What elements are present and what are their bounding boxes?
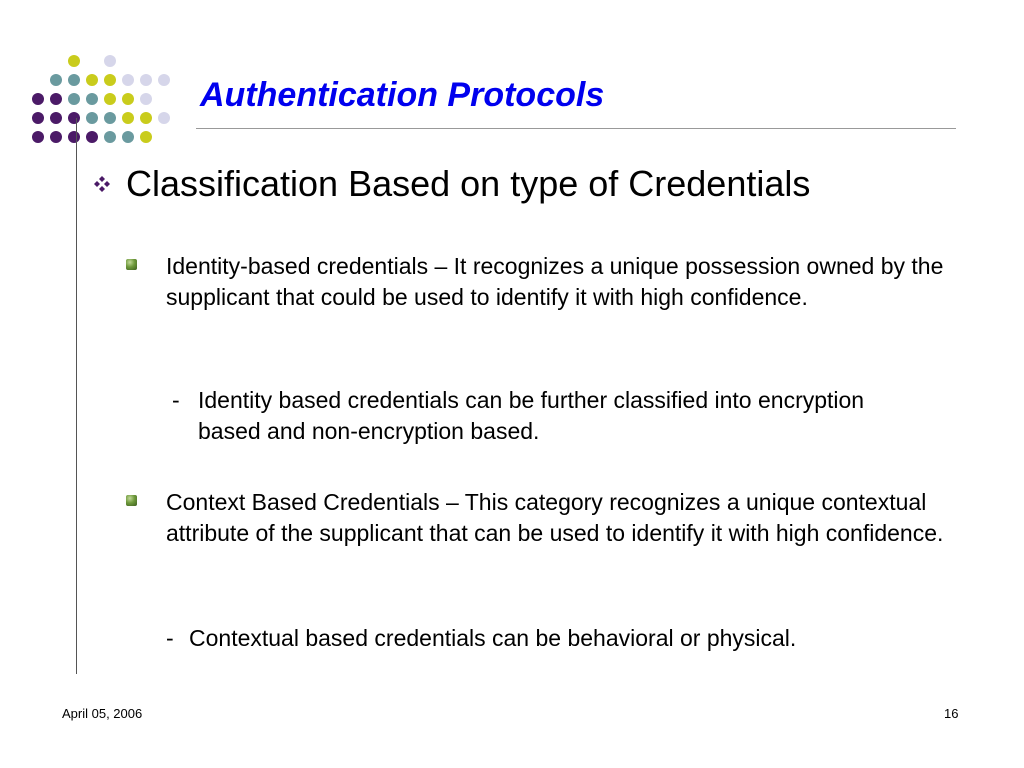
green-square-bullet-icon — [126, 495, 137, 506]
decorative-dot-grid — [0, 0, 180, 150]
note-dash: - — [172, 387, 180, 413]
main-heading: Classification Based on type of Credentials — [126, 163, 811, 204]
note-text: Identity based credentials can be further classified into encryption based and non-encryption based. — [198, 387, 865, 444]
note-text: Contextual based credentials can be behavioral or physical. — [189, 625, 797, 651]
sub-bullet-text: Identity-based credentials – It recognizes a unique possession owned by the supplicant that could be used to identify it with high confidence. — [166, 253, 944, 310]
four-diamond-bullet-icon — [92, 174, 112, 194]
green-square-bullet-icon — [126, 259, 137, 270]
title-underline — [196, 128, 956, 129]
dot-row-3 — [32, 93, 152, 105]
dot-row-5 — [32, 131, 152, 143]
footer-date: April 05, 2006 — [62, 706, 143, 721]
page-number: 16 — [944, 706, 959, 721]
dot-row-1 — [68, 55, 116, 67]
vertical-divider — [76, 118, 77, 674]
note-dash: - — [166, 625, 174, 651]
dot-row-4 — [32, 112, 170, 124]
dot-row-2 — [50, 74, 170, 86]
slide-title: Authentication Protocols — [200, 76, 605, 114]
sub-bullet-text: Context Based Credentials – This category recognizes a unique contextual attribute of the supplicant that can be used to identify it with high confidence. — [166, 489, 944, 546]
